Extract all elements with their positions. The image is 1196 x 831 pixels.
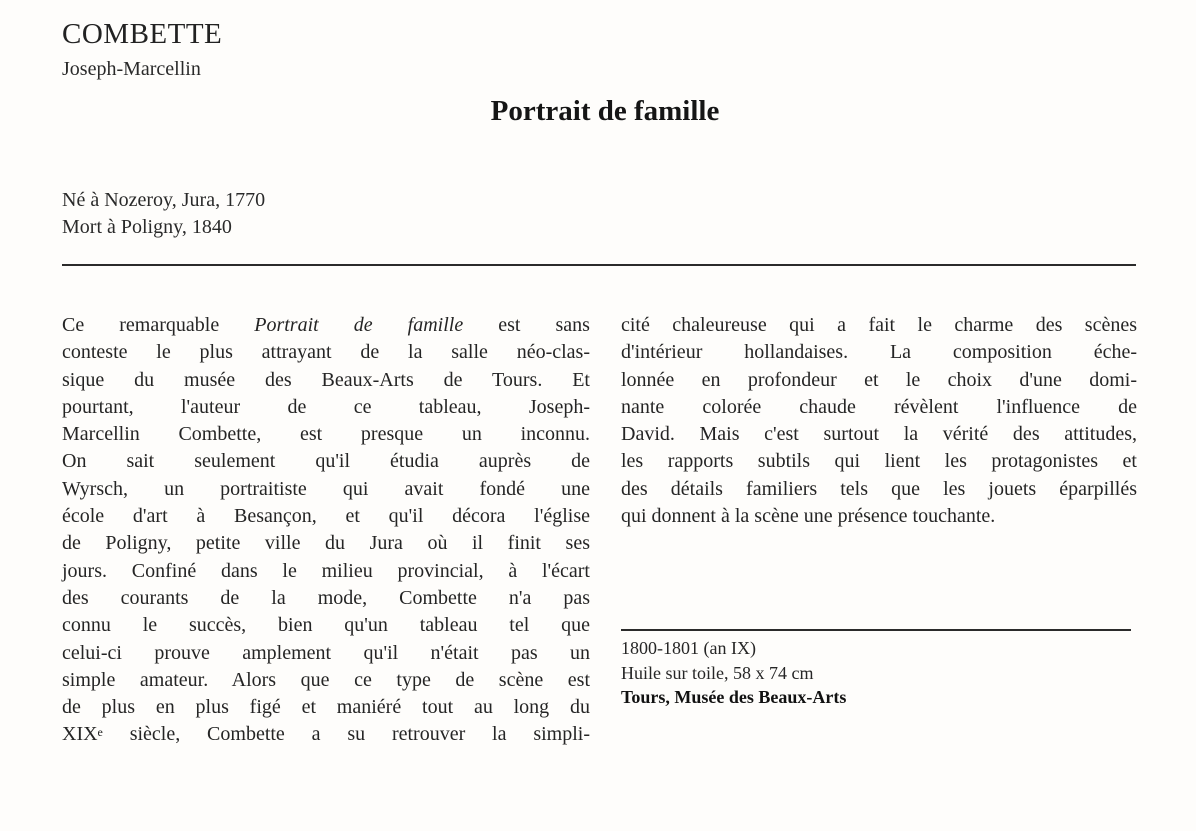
- artwork-medium: Huile sur toile, 58 x 74 cm: [621, 662, 814, 683]
- text-line: connu le succès, bien qu'un tableau tel que: [62, 614, 590, 637]
- text-line: XIXe siècle, Combette a su retrouver la simpli-: [62, 723, 590, 746]
- text-line: pourtant, l'auteur de ce tableau, Joseph-: [62, 395, 590, 418]
- text-line: des détails familiers tels que les jouets éparpillés: [621, 477, 1137, 500]
- text-line: cité chaleureuse qui a fait le charme des scènes: [621, 314, 1137, 336]
- text-line: lonnée en profondeur et le choix d'une domi-: [621, 368, 1137, 391]
- text-line: sique du musée des Beaux-Arts de Tours. Et: [62, 368, 590, 391]
- top-divider: [62, 264, 1136, 266]
- text-line: David. Mais c'est surtout la vérité des attitudes,: [621, 423, 1137, 446]
- text-line: des courants de la mode, Combette n'a pas: [62, 586, 590, 609]
- text-line: nante colorée chaude révèlent l'influence de: [621, 395, 1137, 418]
- text-line: de Poligny, petite ville du Jura où il finit ses: [62, 532, 590, 555]
- artwork-location: Tours, Musée des Beaux-Arts: [621, 687, 847, 707]
- text-line: Wyrsch, un portraitiste qui avait fondé une: [62, 477, 590, 500]
- text-line: de plus en plus figé et maniéré tout au long du: [62, 696, 590, 719]
- artwork-title: Portrait de famille: [490, 95, 720, 127]
- superscript: e: [97, 725, 103, 740]
- artist-bio: [62, 187, 265, 241]
- text-line: les rapports subtils qui lient les protagonistes et: [621, 450, 1137, 473]
- artist-birth: Né à Nozeroy, Jura, 1770: [62, 189, 266, 211]
- text-line: Ce remarquable Portrait de famille est sans: [62, 314, 590, 336]
- artist-last-name: COMBETTE: [62, 18, 223, 50]
- text-column-right: [621, 312, 1137, 530]
- artwork-date: 1800-1801 (an IX): [621, 638, 756, 658]
- text-line: d'intérieur hollandaises. La composition éche-: [621, 341, 1137, 364]
- artist-first-name: Joseph-Marcellin: [62, 58, 201, 80]
- artist-death: Mort à Poligny, 1840: [62, 216, 232, 238]
- text-column-left: [62, 312, 590, 749]
- text-line: Marcellin Combette, est presque un inconnu.: [62, 423, 590, 446]
- text-line: école d'art à Besançon, et qu'il décora l'église: [62, 505, 590, 528]
- text-line: On sait seulement qu'il étudia auprès de: [62, 450, 590, 473]
- text-line: conteste le plus attrayant de la salle néo-clas-: [62, 341, 590, 364]
- caption-divider: [621, 629, 1131, 631]
- artwork-caption: [621, 636, 846, 710]
- text-line: simple amateur. Alors que ce type de scène est: [62, 668, 590, 691]
- text-line: qui donnent à la scène une présence touchante.: [621, 505, 996, 528]
- text-line: celui-ci prouve amplement qu'il n'était pas un: [62, 641, 590, 664]
- text-line: jours. Confiné dans le milieu provincial, à l'écart: [62, 559, 590, 582]
